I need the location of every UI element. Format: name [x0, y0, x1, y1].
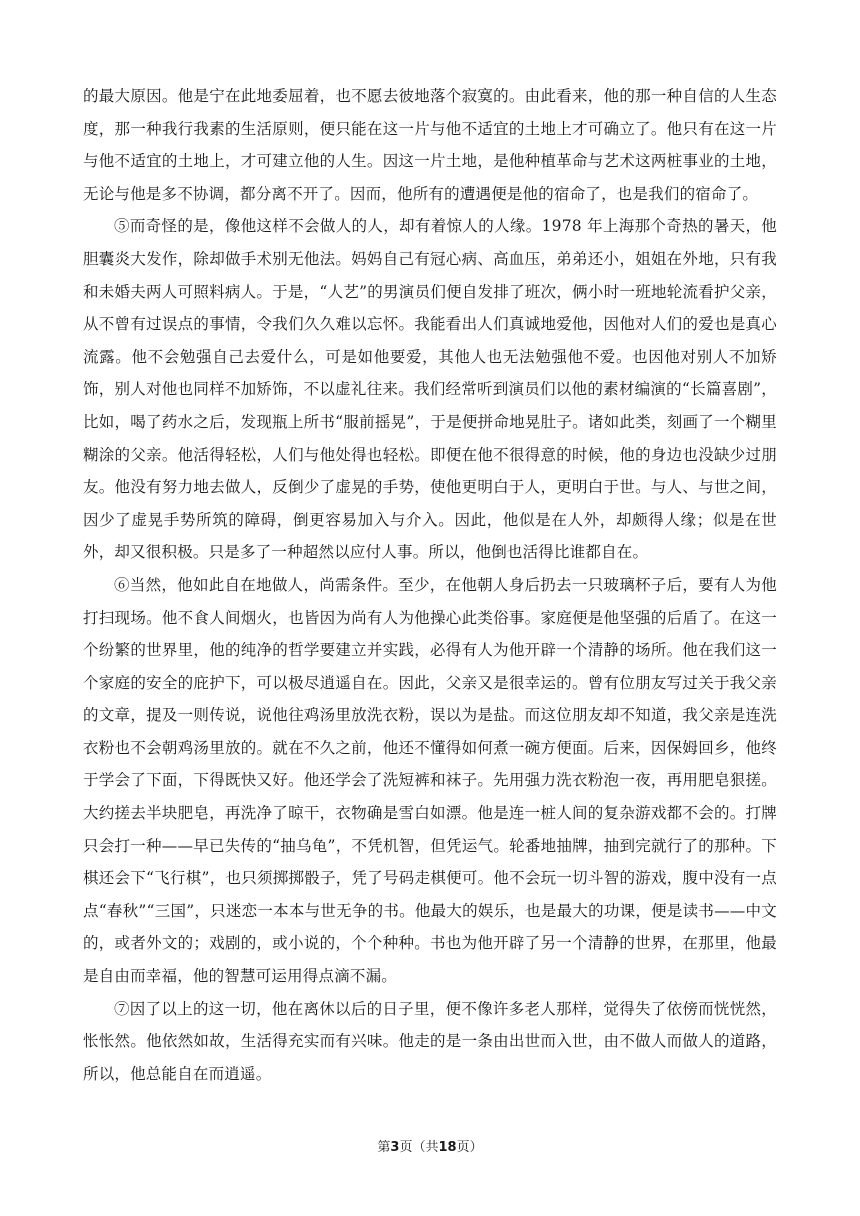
page-footer: [0, 1136, 860, 1155]
footer-middle: 页（共: [399, 1140, 439, 1155]
footer-prefix: 第: [377, 1140, 391, 1155]
paragraph-7: ⑦因了以上的这一切，他在离休以后的日子里，便不像许多老人那样，觉得失了依傍而恍恍然，怅怅然。他依然如故，生活得充实而有兴味。他走的是一条由出世而入世，由不做人而做人的道路，所以，他总能自在而逍遥。: [83, 999, 777, 1083]
article-body: [83, 80, 777, 1090]
paragraph-continued: 的最大原因。他是宁在此地委屈着，也不愿去彼地落个寂寞的。由此看来，他的那一种自信的人生态度，那一种我行我素的生活原则，便只能在这一片与他不适宜的土地上才可确立了。他只有在这一片与他不适宜的土地上，才可建立他的人生。因这一片土地，是他种植革命与艺术这两桩事业的土地，无论与他是多不协调，都分离不开了。因而，他所有的遭遇便是他的宿命了，也是我们的宿命了。: [83, 87, 777, 203]
footer-page-number: 3: [390, 1140, 400, 1155]
footer-suffix: 页）: [456, 1140, 483, 1155]
paragraph-5: ⑤而奇怪的是，像他这样不会做人的人，却有着惊人的人缘。1978 年上海那个奇热的暑天，他胆囊炎大发作，除却做手术别无他法。妈妈自己有冠心病、高血压，弟弟还小，姐姐在外地，只有我和未婚夫两人可照料病人。于是，“人艺”的男演员们便自发排了班次，俩小时一班地轮流看护父亲，从不曾有过误点的事情，令我们久久难以忘怀。我能看出人们真诚地爱他，因他对人们的爱也是真心流露。他不会勉强自己去爱什么，可是如他要爱，其他人也无法勉强他不爱。也因他对别人不加矫饰，别人对他也同样不加矫饰，不以虚礼往来。我们经常听到演员们以他的素材编演的“长篇喜剧”，比如，喝了药水之后，发现瓶上所书“服前摇晃”，于是便拼命地晃肚子。诸如此类，刻画了一个糊里糊涂的父亲。他活得轻松，人们与他处得也轻松。即便在他不很得意的时候，他的身边也没缺少过朋友。他没有努力地去做人，反倒少了虚晃的手势，使他更明白于人，更明白于世。与人、与世之间，因少了虚晃手势所筑的障碍，倒更容易加入与介入。因此，他似是在人外，却颇得人缘；似是在世外，却又很积极。只是多了一种超然以应付人事。所以，他倒也活得比谁都自在。: [83, 217, 777, 562]
footer-total-pages: 18: [438, 1140, 457, 1155]
paragraph-6: ⑥当然，他如此自在地做人，尚需条件。至少，在他朝人身后扔去一只玻璃杯子后，要有人为他打扫现场。他不食人间烟火，也皆因为尚有人为他操心此类俗事。家庭便是他坚强的后盾了。在这一个纷繁的世界里，他的纯净的哲学要建立并实践，必得有人为他开辟一个清静的场所。他在我们这一个家庭的安全的庇护下，可以极尽逍遥自在。因此，父亲又是很幸运的。曾有位朋友写过关于我父亲的文章，提及一则传说，说他往鸡汤里放洗衣粉，误以为是盐。而这位朋友却不知道，我父亲是连洗衣粉也不会朝鸡汤里放的。就在不久之前，他还不懂得如何煮一碗方便面。后来，因保姆回乡，他终于学会了下面，下得既快又好。他还学会了洗短裤和袜子。先用强力洗衣粉泡一夜，再用肥皂狠搓。大约搓去半块肥皂，再洗净了晾干，衣物确是雪白如漂。他是连一桩人间的复杂游戏都不会的。打牌只会打一种——早已失传的“抽乌龟”，不凭机智，但凭运气。轮番地抽牌，抽到完就行了的那种。下棋还会下“飞行棋”，也只须掷掷骰子，凭了号码走棋便可。他不会玩一切斗智的游戏，腹中没有一点点“春秋”“三国”，只迷恋一本本与世无争的书。他最大的娱乐，也是最大的功课，便是读书——中文的，或者外文的；戏剧的，或小说的，个个种种。书也为他开辟了另一个清静的世界，在那里，他最是自由而幸福，他的智慧可运用得点滴不漏。: [83, 575, 777, 986]
